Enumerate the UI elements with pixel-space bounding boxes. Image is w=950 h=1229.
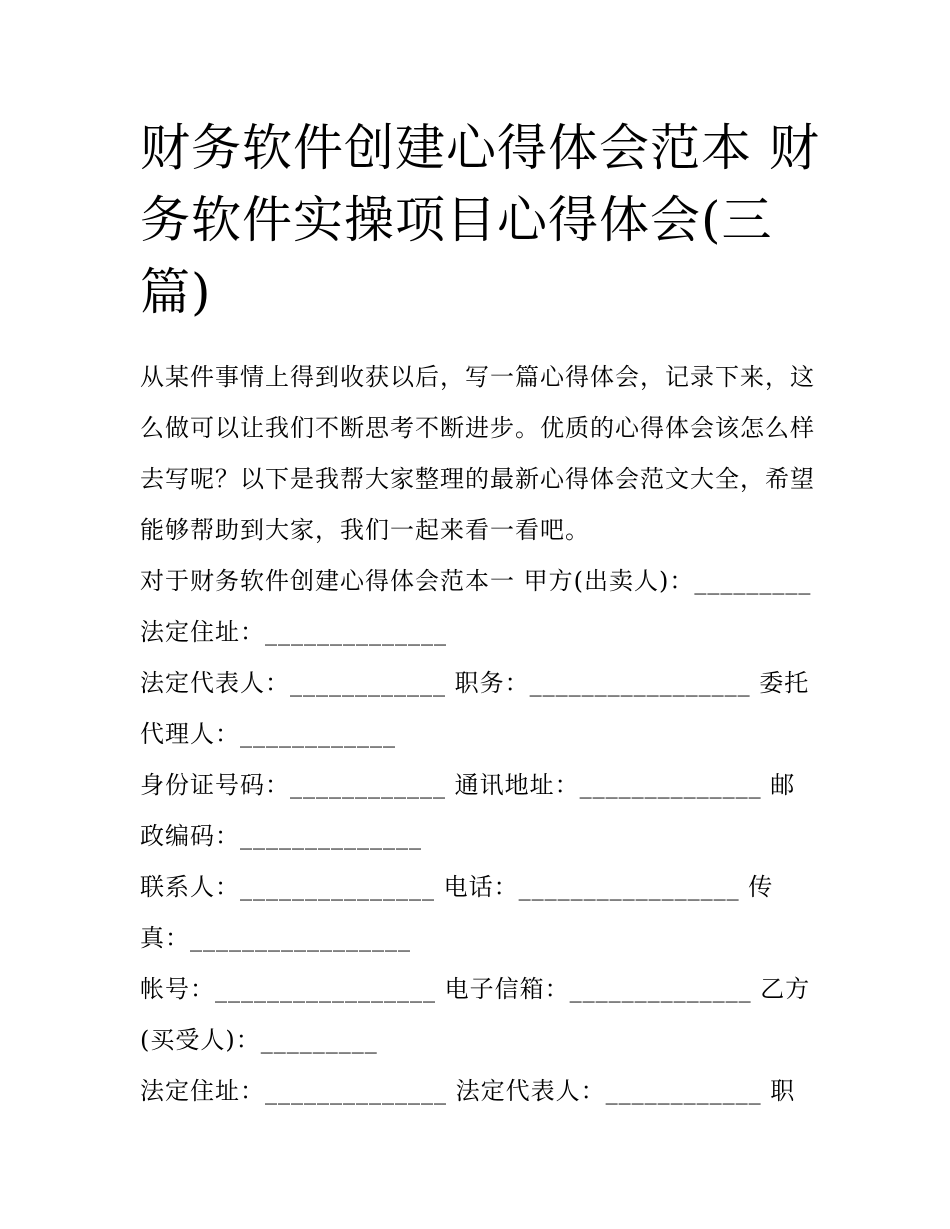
party-a-representative-line: 法定代表人：____________ 职务：_________________ 委托代理人：____________ <box>140 669 810 748</box>
party-a-id-address-line: 身份证号码：____________ 通讯地址：______________ 邮政编码：______________ <box>140 771 796 850</box>
party-a-contact-line: 联系人：_______________ 电话：_________________ 传真：_________________ <box>140 873 774 952</box>
party-a-address-line: 法定住址：______________ <box>140 618 447 646</box>
party-a-account-line: 帐号：_________________ 电子信箱：______________ 乙方(买受人)：_________ <box>140 975 811 1054</box>
intro-paragraph: 从某件事情上得到收获以后，写一篇心得体会，记录下来，这么做可以让我们不断思考不断进步。优质的心得体会该怎么样去写呢？以下是我帮大家整理的最新心得体会范文大全，希望能够帮助到大家，我们一起来看一看吧。 <box>140 363 815 544</box>
party-b-address-line: 法定住址：______________ 法定代表人：____________ 职 <box>140 1077 796 1105</box>
document-title: 财务软件创建心得体会范本 财务软件实操项目心得体会(三篇) <box>140 119 820 321</box>
document-body <box>140 352 820 1117</box>
party-a-seller-line: 对于财务软件创建心得体会范本一 甲方(出卖人)：_________ <box>140 567 812 595</box>
